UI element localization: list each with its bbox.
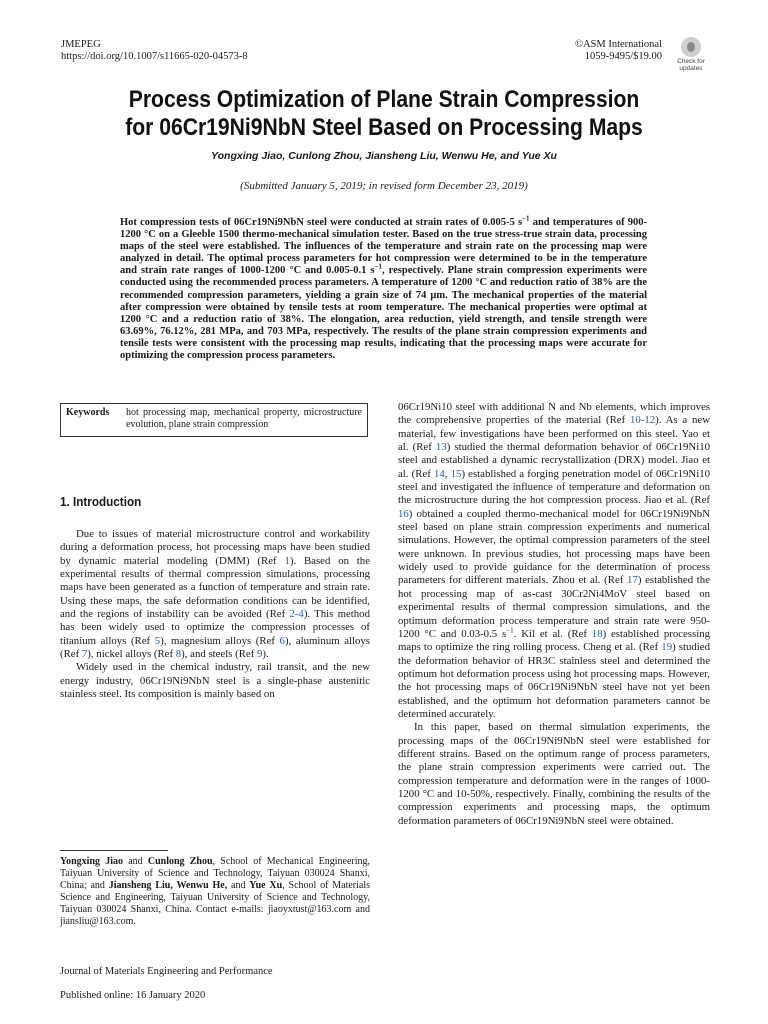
title-line-1: Process Optimization of Plane Strain Compression bbox=[128, 86, 640, 113]
crossmark-icon bbox=[681, 37, 701, 57]
ref-link[interactable]: 2-4 bbox=[289, 608, 304, 621]
abstract: Hot compression tests of 06Cr19Ni9NbN steel were conducted at strain rates of 0.005-5 $s^{-1}$ and temperatures of 900-1200 °C on a Gleeble 1500 thermo-mechanical simulation tester. Based on the true stress-true strain data, processing maps of the steel were established. The influences of the temperature and strain rate on the processing map were analyzed in detail. The optimal process parameters for hot compression were determined to be in the temperature and strain rate ranges of 1000-1200 °C and 0.005-0.1 $s^{-1}$, respectively. Plane strain compression experiments were conducted using the recommended process parameters. A temperature of 1200 °C and reduction ratio of 38% are the recommended compression parameters, yielding a grain size of 74 μm. The mechanical properties of the material after compression were obtained by tensile tests at room temperature. The mechanical properties were optimal at 1200 °C and a reduction ratio of 38%. The elongation, area reduction, yield strength, and tensile strength were 63.69%, 76.12%, 281 MPa, and 703 MPa, respectively. The results of the plane strain compression experiments and tensile tests were consistent with the processing map results, indicating that the processing maps were accurate for optimizing the compression process parameters. bbox=[120, 214, 648, 362]
submission-dates: (Submitted January 5, 2019; in revised form December 23, 2019) bbox=[240, 180, 528, 192]
running-header-left bbox=[61, 39, 248, 63]
right-column bbox=[398, 401, 710, 828]
footnote-rule bbox=[60, 850, 168, 851]
intro-paragraph-1: Due to issues of material microstructure control and workability during a deformation process, hot processing maps have been studied by dynamic material modeling (DMM) (Ref 1). Based on the experimental results of thermal compression simulations, processing maps have been generated as a function of temperature and strain rate. Using these maps, the safe deformation conditions can be identified, and the regions of instability can be avoided (Ref 2-4). This method has been widely used to optimize the compression processes of titanium alloys (Ref 5), magnesium alloys (Ref 6), aluminum alloys (Ref 7), nickel alloys (Ref 8), and steels (Ref 9). bbox=[60, 528, 370, 661]
ref-link[interactable]: 16 bbox=[398, 507, 409, 520]
author-list: Yongxing Jiao, Cunlong Zhou, Jiansheng Liu, Wenwu He, and Yue Xu bbox=[211, 150, 557, 162]
badge-text-2: updates bbox=[679, 65, 703, 72]
badge-text-1: Check for bbox=[677, 58, 705, 65]
doi-link[interactable]: https://doi.org/10.1007/s11665-020-04573-8 bbox=[61, 51, 248, 62]
ref-link[interactable]: 15 bbox=[450, 467, 462, 480]
keywords-value: hot processing map, mechanical property, microstructure evolution, plane strain compression bbox=[126, 407, 362, 430]
ref-link[interactable]: 9 bbox=[257, 648, 263, 661]
paper-title bbox=[81, 86, 686, 142]
ref-link[interactable]: 17 bbox=[627, 574, 638, 587]
ref-link[interactable]: 6 bbox=[279, 634, 285, 647]
ref-link[interactable]: 5 bbox=[154, 634, 161, 647]
intro-paragraph-3: 06Cr19Ni10 steel with additional N and Nb elements, which improves the comprehensive properties of the material (Ref 10-12). As a new material, few investigations have been performed on this steel. Yao et al. (Ref 13) studied the thermal deformation behavior of 06Cr19Ni10 steel and established a dynamic recrystallization (DRX) model. Jiao et al. (Ref 14, 15) established a forging penetration model of 06Cr19Ni10 steel and investigated the influence of temperature and deformation on the microstructure during the hot compression process. Jiao et al. (Ref 16) obtained a coupled thermo-mechanical model for 06Cr19Ni9NbN steel based on plane strain compression experiments and numerical simulations. However, the optimal compression parameters of the steel were unknown. In previous studies, hot processing maps have been widely used to provide guidance for the determination of process parameters for different materials. Zhou et al. (Ref 17) established the hot processing map of as-cast 30Cr2Ni4MoV steel based on experimental results of thermal compression simulations, and the optimum deformation process temperature and strain rate were 950-1200 °C and 0.03-0.5 $s^{-1}$. Kil et al. (Ref 18) established processing maps to optimize the ring rolling process. Cheng et al. (Ref 19) studied the deformation behavior of HR3C stainless steel and determined the optimum hot deformation process using hot processing maps. However, the hot processing maps of 06Cr19Ni9NbN steel have not yet been established, and the optimum hot deformation parameters cannot be determined accurately. bbox=[398, 401, 711, 720]
price-code: 1059-9495/$19.00 bbox=[584, 51, 662, 62]
ref-link[interactable]: 10-12 bbox=[629, 414, 656, 427]
ref-link[interactable]: 8 bbox=[175, 648, 182, 661]
ref-link[interactable]: 19 bbox=[661, 641, 673, 654]
intro-paragraph-4: In this paper, based on thermal simulation experiments, the processing maps of the 06Cr19Ni9NbN steel were established for different strains. Based on the optimum range of process parameters, the plane strain compression experiments were carried out. The compression temperature and deformation were in the ranges of 1000-1200 °C and 10-50%, respectively. Finally, combining the results of the compression experiments and processing maps, the optimum deformation parameters of 06Cr19Ni9NbN steel were obtained. bbox=[398, 721, 710, 827]
ref-link[interactable]: 13 bbox=[435, 441, 447, 454]
ref-link[interactable]: 14 bbox=[433, 467, 445, 480]
intro-paragraph-2: Widely used in the chemical industry, rail transit, and the new energy industry, 06Cr19Ni9NbN steel is a single-phase austenitic stainless steel. Its composition is mainly based on bbox=[60, 661, 370, 701]
ref-link[interactable]: 1 bbox=[284, 554, 290, 567]
ref-link[interactable]: 7 bbox=[81, 648, 88, 661]
author-affiliations: Yongxing Jiao and Cunlong Zhou, School of Mechanical Engineering, Taiyuan University of Science and Technology, Taiyuan 030024 Shanxi, China; and Jiansheng Liu, Wenwu He, and Yue Xu, School of Materials Science and Engineering, Taiyuan University of Science and Technology, Taiyuan 030024 Shanxi, China. Contact e-mails: jiaoyxtust@163.com and jiansliu@163.com. bbox=[60, 856, 370, 928]
copyright: ©ASM International bbox=[574, 39, 662, 50]
left-column bbox=[60, 528, 370, 701]
keywords-box bbox=[60, 403, 368, 437]
check-for-updates-badge[interactable] bbox=[672, 37, 710, 77]
section-heading-introduction: 1. Introduction bbox=[60, 494, 142, 509]
running-header-right bbox=[575, 39, 662, 63]
journal-name-footer: Journal of Materials Engineering and Performance bbox=[60, 966, 273, 977]
title-line-2: for 06Cr19Ni9NbN Steel Based on Processing Maps bbox=[125, 114, 643, 141]
published-date: Published online: 16 January 2020 bbox=[60, 990, 206, 1001]
keywords-label: Keywords bbox=[66, 407, 110, 418]
journal-abbrev: JMEPEG bbox=[61, 39, 101, 50]
ref-link[interactable]: 18 bbox=[591, 627, 603, 640]
